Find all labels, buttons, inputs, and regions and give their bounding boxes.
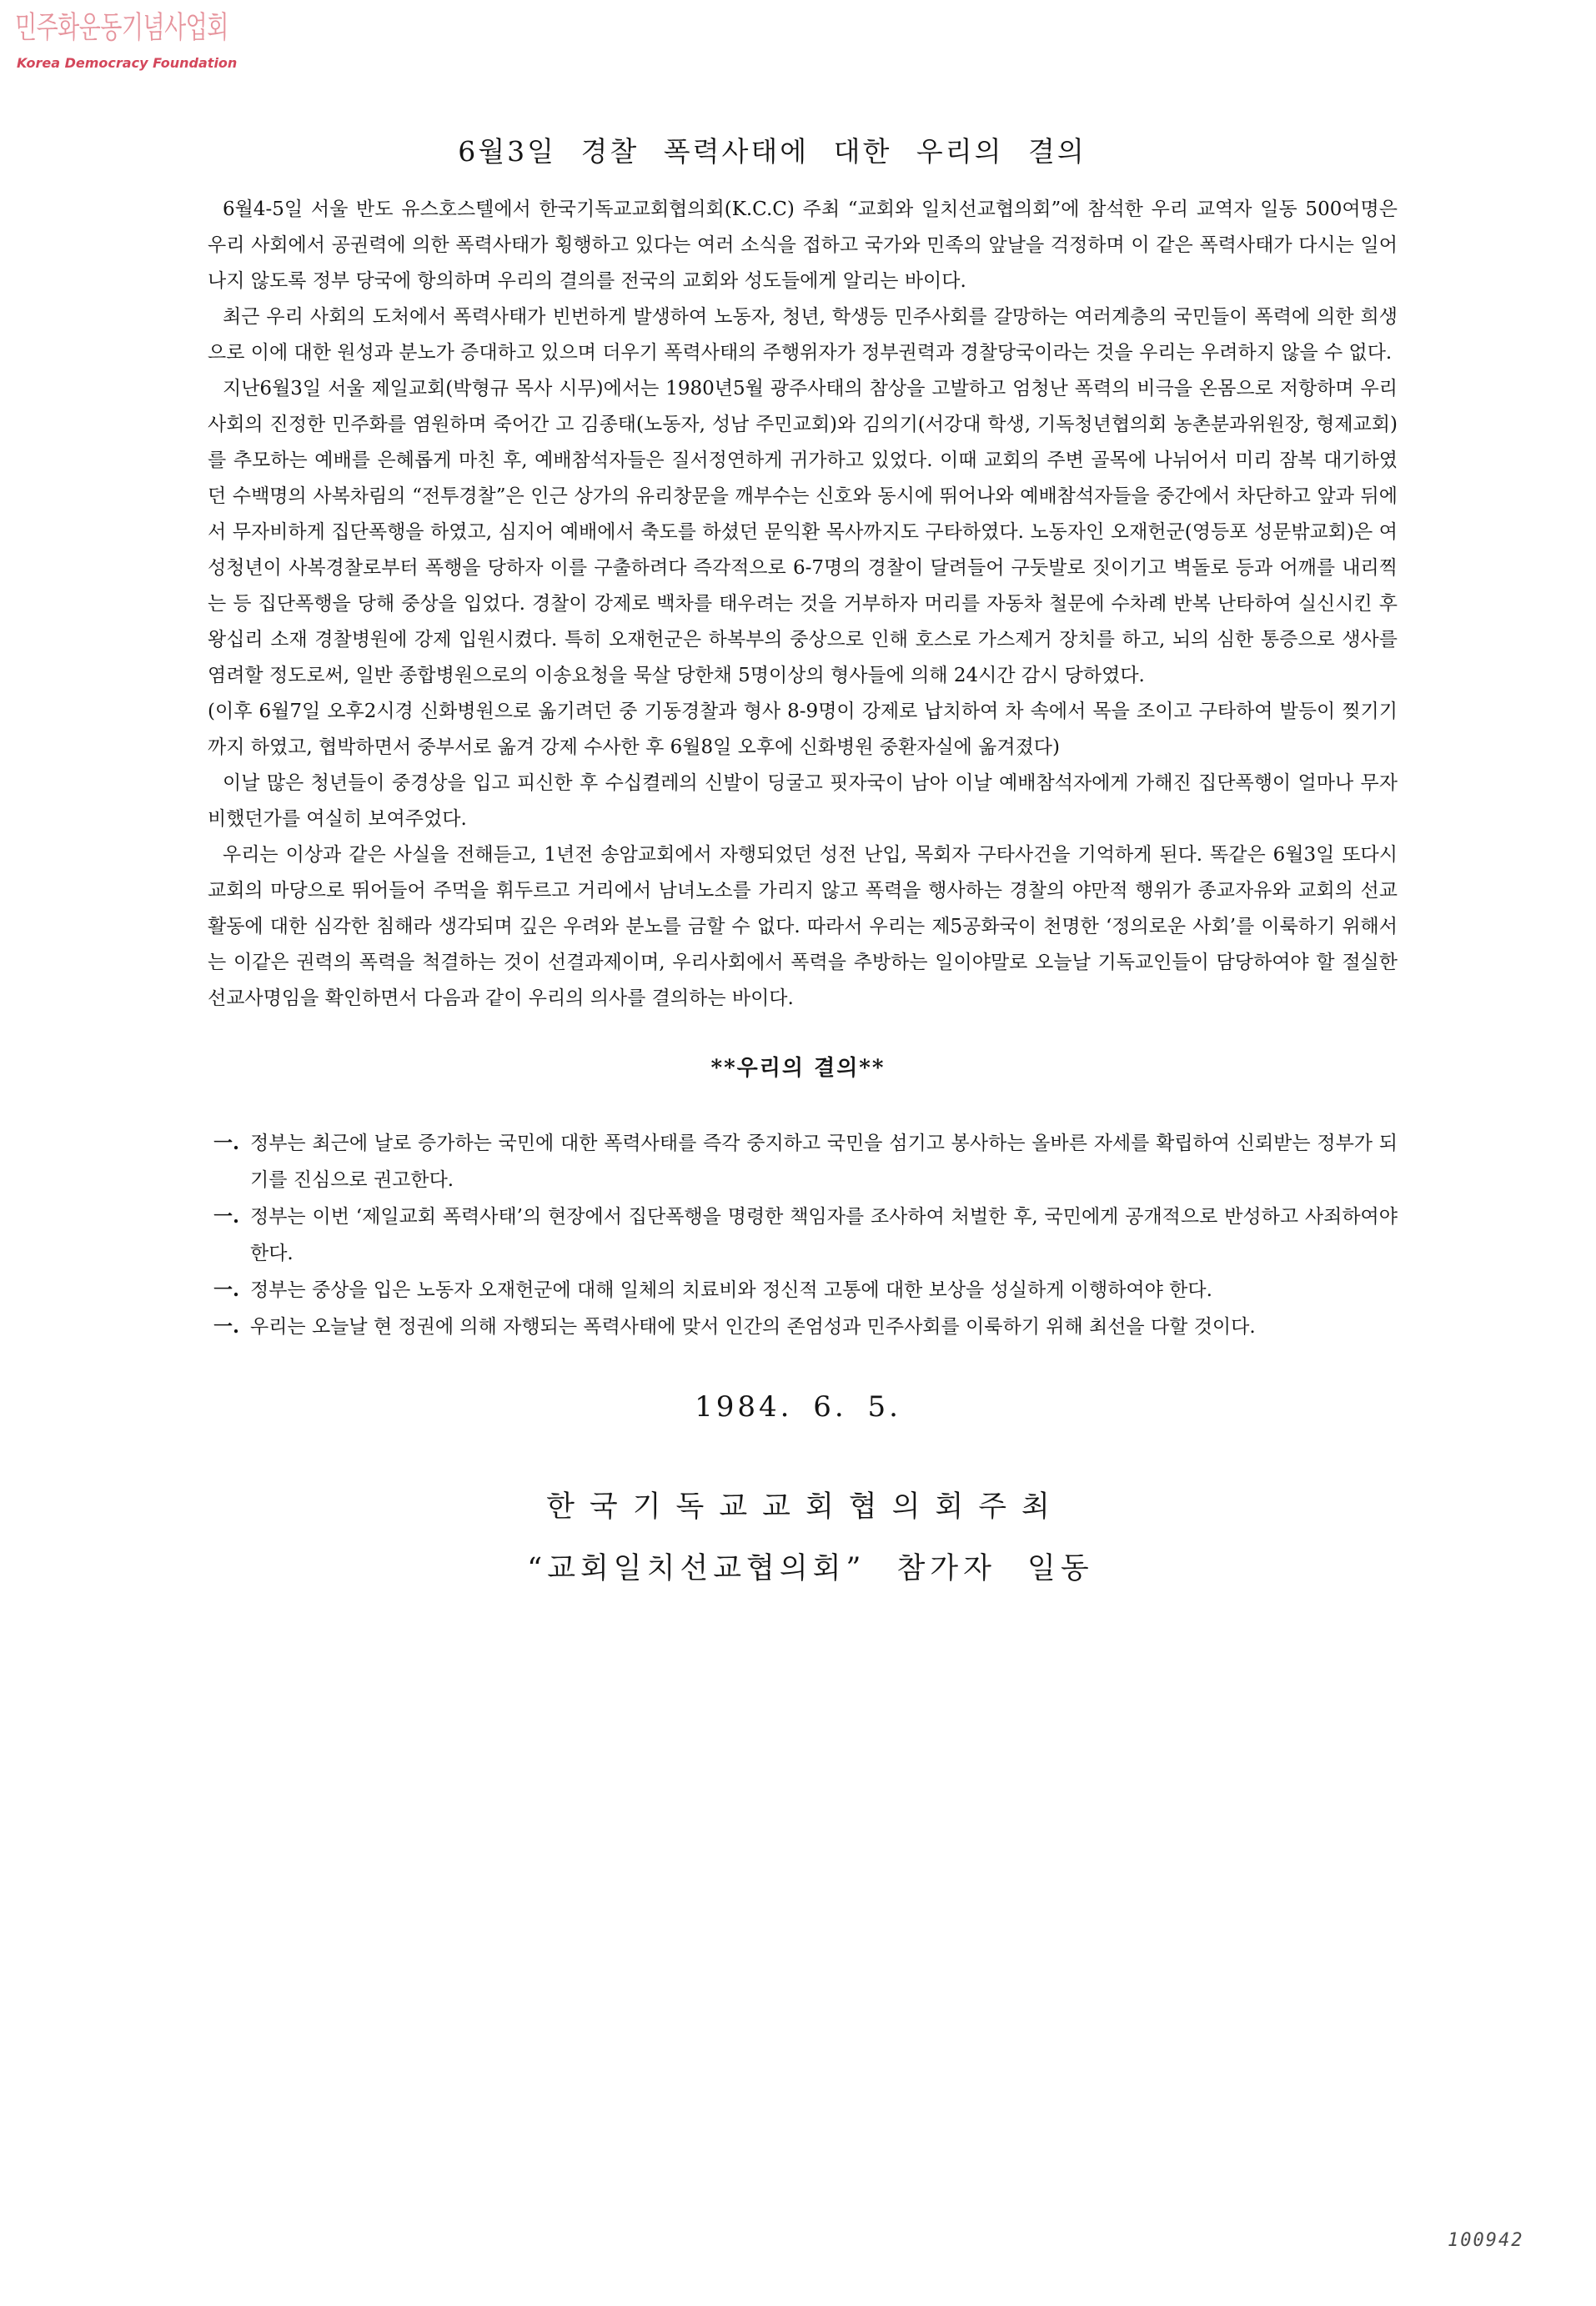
- resolution-marker: 一.: [213, 1205, 240, 1228]
- paragraph-3: 지난6월3일 서울 제일교회(박형규 목사 시무)에서는 1980년5월 광주사태의 참상을 고발하고 엄청난 폭력의 비극을 온몸으로 저항하며 우리사회의 진정한 민주화를 염원하며 죽어간 고 김종태(노동자, 성남 주민교회)와 김의기(서강대 학생, 기독청년협의회 농촌분과위원장, 형제교회)를 추모하는 예배를 은혜롭게 마친 후, 예배참석자들은 질서정연하게 귀가하고 있었다. 이때 교회의 주변 골목에 나뉘어서 미리 잠복 대기하였던 수백명의 사복차림의 “전투경찰”은 인근 상가의 유리창문을 깨부수는 신호와 동시에 뛰어나와 예배참석자들을 중간에서 차단하고 앞과 뒤에서 무자비하게 집단폭행을 하였고, 심지어 예배에서 축도를 하셨던 문익환 목사까지도 구타하였다. 노동자인 오재헌군(영등포 성문밖교회)은 여성청년이 사복경찰로부터 폭행을 당하자 이를 구출하려다 즉각적으로 6-7명의 경찰이 달려들어 구둣발로 짓이기고 벽돌로 등과 어깨를 내리찍는 등 집단폭행을 당해 중상을 입었다. 경찰이 강제로 백차를 태우려는 것을 거부하자 머리를 자동차 철문에 수차례 반복 난타하여 실신시킨 후 왕십리 소재 경찰병원에 강제 입원시켰다. 특히 오재헌군은 하복부의 중상으로 인해 호스로 가스제거 장치를 하고, 뇌의 심한 통증으로 생사를 염려할 정도로써, 일반 종합병원으로의 이송요청을 묵살 당한채 5명이상의 형사들에 의해 24시간 감시 당하였다.: [208, 378, 1398, 686]
- paragraph-4: (이후 6월7일 오후2시경 신화병원으로 옮기려던 중 기동경찰과 형사 8-9명이 강제로 납치하여 차 속에서 목을 조이고 구타하여 발등이 찢기기 까지 하였고, 협박하면서 중부서로 옮겨 강제 수사한 후 6월8일 오후에 신화병원 중환자실에 옮겨졌다): [208, 701, 1398, 758]
- paragraph-5: 이날 많은 청년들이 중경상을 입고 피신한 후 수십켤레의 신발이 딩굴고 핏자국이 남아 이날 예배참석자에게 가해진 집단폭행이 얼마나 무자비했던가를 여실히 보여주었다.: [208, 772, 1398, 830]
- resolution-item: [213, 1272, 1398, 1309]
- resolution-item: [213, 1309, 1398, 1345]
- document-date: 1984. 6. 5.: [695, 1390, 901, 1424]
- foundation-logo: [15, 12, 265, 75]
- signature-participants: “교회일치선교협의회” 참가자 일동: [527, 1552, 1094, 1585]
- resolution-text: 정부는 최근에 날로 증가하는 국민에 대한 폭력사태를 즉각 중지하고 국민을 섬기고 봉사하는 올바른 자세를 확립하여 신뢰받는 정부가 되기를 진심으로 권고한다.: [250, 1133, 1398, 1191]
- signature-organizer: 한국기독교교회협의회주최: [546, 1490, 1065, 1524]
- resolution-text: 우리는 오늘날 현 정권에 의해 자행되는 폭력사태에 맞서 인간의 존엄성과 민주사회를 이룩하기 위해 최선을 다할 것이다.: [250, 1316, 1256, 1338]
- statement-text: [208, 192, 1398, 1017]
- resolution-list: [213, 1125, 1398, 1345]
- paragraph-1: 6월4-5일 서울 반도 유스호스텔에서 한국기독교교회협의회(K.C.C) 주최 “교회와 일치선교협의회”에 참석한 우리 교역자 일동 500여명은 우리 사회에서 공권력에 의한 폭력사태가 횡행하고 있다는 여러 소식을 접하고 국가와 민족의 앞날을 걱정하며 이 같은 폭력사태가 다시는 일어나지 않도록 정부 당국에 항의하며 우리의 결의를 전국의 교회와 성도들에게 알리는 바이다.: [208, 198, 1398, 292]
- paragraph-2: 최근 우리 사회의 도처에서 폭력사태가 빈번하게 발생하여 노동자, 청년, 학생등 민주사회를 갈망하는 여러계층의 국민들이 폭력에 의한 희생으로 이에 대한 원성과 분노가 증대하고 있으며 더우기 폭력사태의 주행위자가 정부권력과 경찰당국이라는 것을 우리는 우려하지 않을 수 없다.: [208, 306, 1398, 364]
- resolution-item: [213, 1125, 1398, 1198]
- resolution-text: 정부는 이번 ‘제일교회 폭력사태’의 현장에서 집단폭행을 명령한 책임자를 조사하여 처벌한 후, 국민에게 공개적으로 반성하고 사죄하여야 한다.: [250, 1206, 1398, 1264]
- resolution-item: [213, 1198, 1398, 1272]
- resolution-marker: 一.: [213, 1132, 240, 1154]
- archive-number-stamp: 100942: [1448, 2230, 1524, 2251]
- document-title: 6월3일 경찰 폭력사태에 대한 우리의 결의: [458, 135, 1087, 168]
- resolution-heading: **우리의 결의**: [710, 1056, 886, 1081]
- logo-english-text: Korea Democracy Foundation: [17, 55, 238, 71]
- logo-korean-text: 민주화운동기념사업회: [15, 10, 228, 46]
- resolution-text: 정부는 중상을 입은 노동자 오재헌군에 대해 일체의 치료비와 정신적 고통에 대한 보상을 성실하게 이행하여야 한다.: [250, 1279, 1212, 1301]
- resolution-marker: 一.: [213, 1315, 240, 1338]
- paragraph-6: 우리는 이상과 같은 사실을 전해듣고, 1년전 송암교회에서 자행되었던 성전 난입, 목회자 구타사건을 기억하게 된다. 똑같은 6월3일 또다시 교회의 마당으로 뛰어들어 주먹을 휘두르고 거리에서 남녀노소를 가리지 않고 폭력을 행사하는 경찰의 야만적 행위가 종교자유와 교회의 선교활동에 대한 심각한 침해라 생각되며 깊은 우려와 분노를 금할 수 없다. 따라서 우리는 제5공화국이 천명한 ‘정의로운 사회’를 이룩하기 위해서는 이같은 권력의 폭력을 척결하는 것이 선결과제이며, 우리사회에서 폭력을 추방하는 일이야말로 오늘날 기독교인들이 담당하여야 할 절실한 선교사명임을 확인하면서 다음과 같이 우리의 의사를 결의하는 바이다.: [208, 844, 1398, 1009]
- document-body: [0, 133, 1596, 1585]
- resolution-marker: 一.: [213, 1279, 240, 1301]
